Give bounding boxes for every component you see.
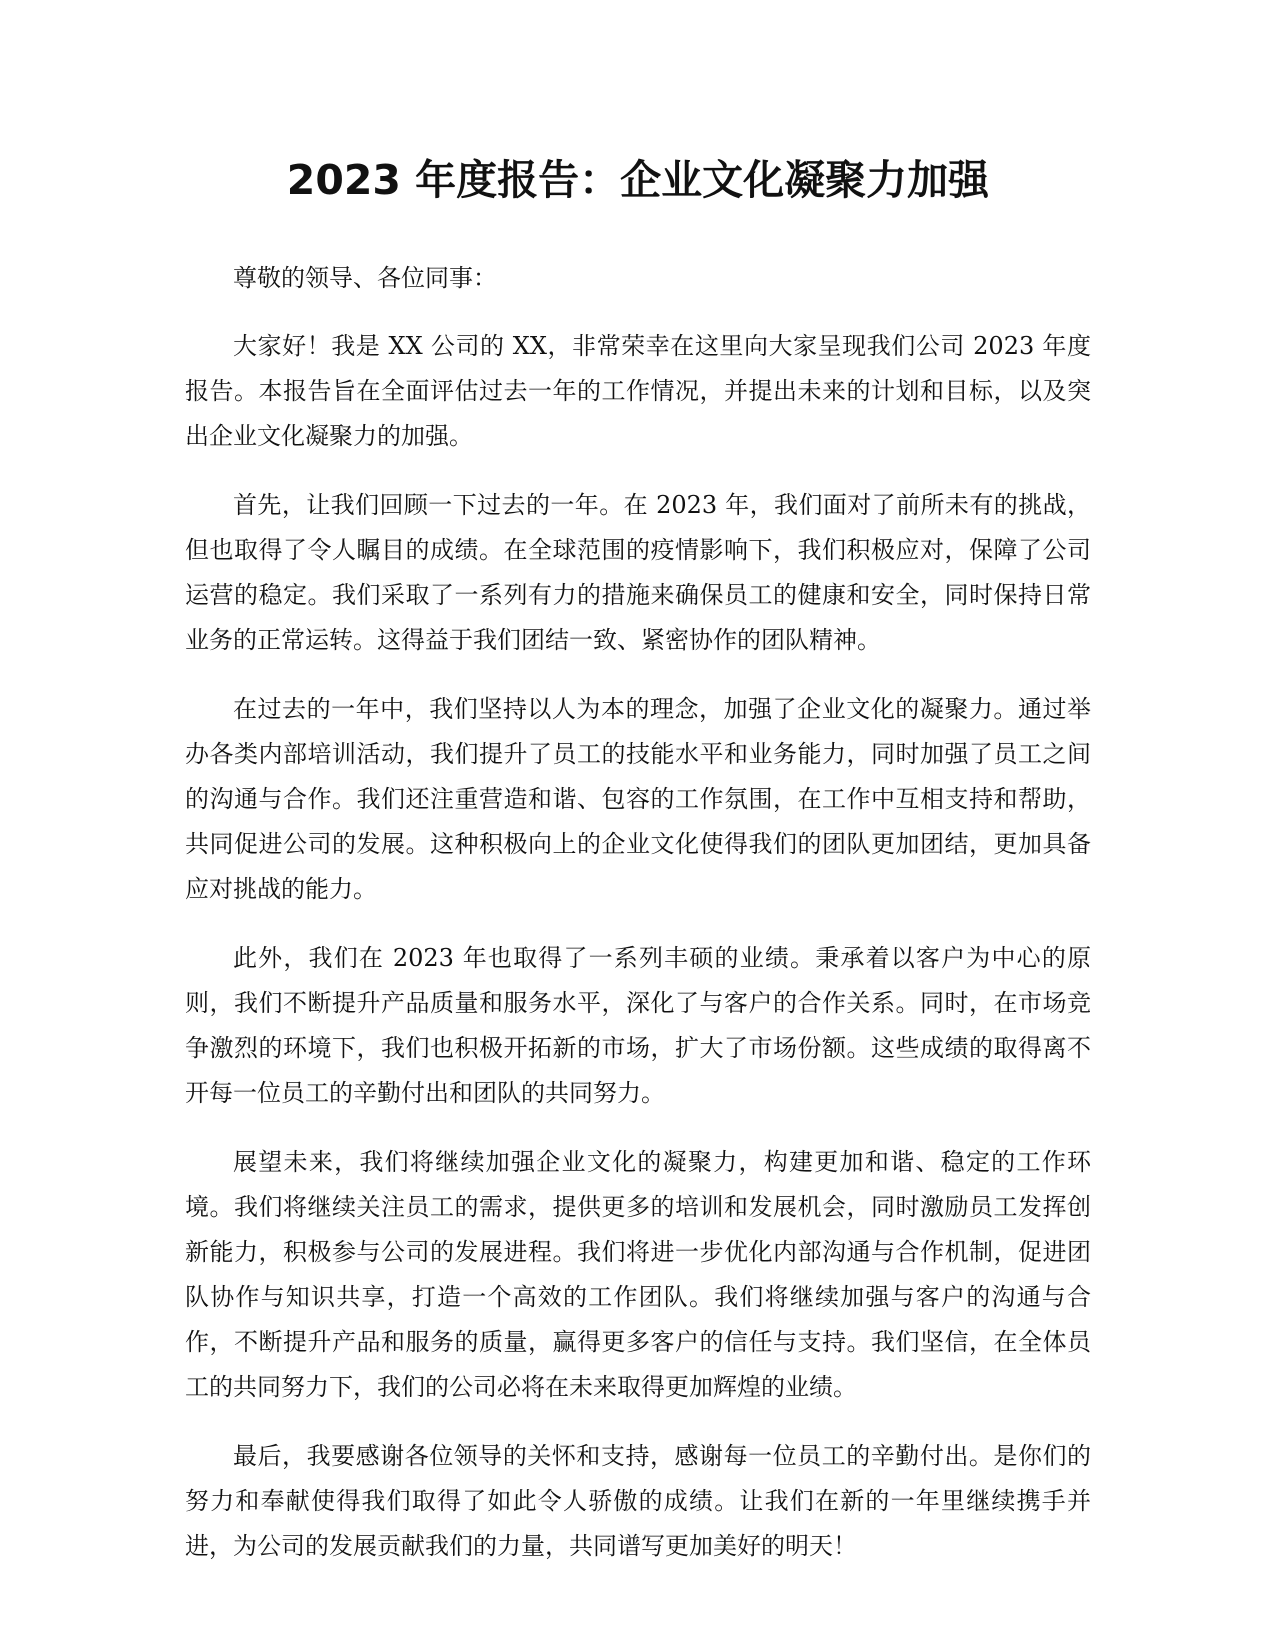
paragraph-culture: 在过去的一年中，我们坚持以人为本的理念，加强了企业文化的凝聚力。通过举办各类内部培训活动，我们提升了员工的技能水平和业务能力，同时加强了员工之间的沟通与合作。我们还注重营造和谐、包容的工作氛围，在工作中互相支持和帮助，共同促进公司的发展。这种积极向上的企业文化使得我们的团队更加团结，更加具备应对挑战的能力。 — [185, 695, 1091, 903]
paragraph-review: 首先，让我们回顾一下过去的一年。在 2023 年，我们面对了前所未有的挑战，但也取得了令人瞩目的成绩。在全球范围的疫情影响下，我们积极应对，保障了公司运营的稳定。我们采取了一系列有力的措施来确保员工的健康和安全，同时保持日常业务的正常运转。这得益于我们团结一致、紧密协作的团队精神。 — [185, 491, 1091, 654]
paragraph-intro: 大家好！我是 XX 公司的 XX，非常荣幸在这里向大家呈现我们公司 2023 年度报告。本报告旨在全面评估过去一年的工作情况，并提出未来的计划和目标，以及突出企业文化凝聚力的加强。 — [185, 332, 1091, 450]
paragraph-outlook: 展望未来，我们将继续加强企业文化的凝聚力，构建更加和谐、稳定的工作环境。我们将继续关注员工的需求，提供更多的培训和发展机会，同时激励员工发挥创新能力，积极参与公司的发展进程。我们将进一步优化内部沟通与合作机制，促进团队协作与知识共享，打造一个高效的工作团队。我们将继续加强与客户的沟通与合作，不断提升产品和服务的质量，赢得更多客户的信任与支持。我们坚信，在全体员工的共同努力下，我们的公司必将在未来取得更加辉煌的业绩。 — [185, 1148, 1091, 1401]
document-title: 2023 年度报告：企业文化凝聚力加强 — [286, 156, 990, 204]
paragraph-closing: 最后，我要感谢各位领导的关怀和支持，感谢每一位员工的辛勤付出。是你们的努力和奉献使得我们取得了如此令人骄傲的成绩。让我们在新的一年里继续携手并进，为公司的发展贡献我们的力量，共同谱写更加美好的明天！ — [185, 1442, 1091, 1560]
salutation: 尊敬的领导、各位同事： — [233, 264, 497, 292]
document-page — [185, 150, 1091, 1593]
paragraph-achievements: 此外，我们在 2023 年也取得了一系列丰硕的业绩。秉承着以客户为中心的原则，我们不断提升产品质量和服务水平，深化了与客户的合作关系。同时，在市场竞争激烈的环境下，我们也积极开拓新的市场，扩大了市场份额。这些成绩的取得离不开每一位员工的辛勤付出和团队的共同努力。 — [185, 944, 1091, 1107]
